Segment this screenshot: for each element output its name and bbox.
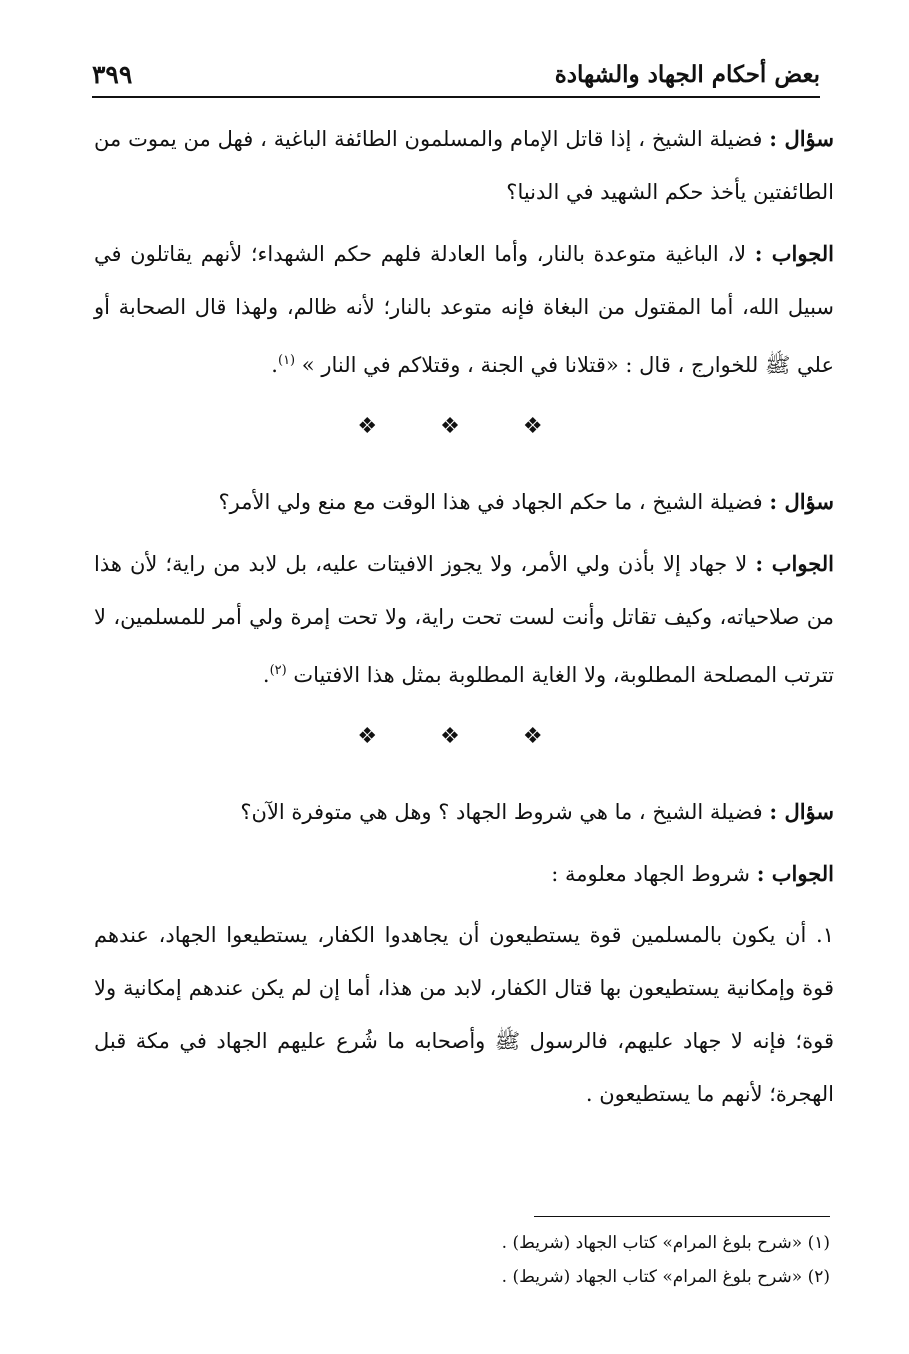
footnote-item: (١) «شرح بلوغ المرام» كتاب الجهاد (شريط) .: [501, 1233, 830, 1253]
sentence-end: .: [271, 353, 278, 377]
footnote-marker: (١): [277, 353, 296, 368]
footnote-marker: (٢): [269, 663, 287, 678]
answer-label: الجواب :: [754, 241, 834, 266]
question-text: فضيلة الشيخ ، إذا قاتل الإمام والمسلمون الطائفة الباغية ، فهل من يموت من الطائفتين يأخذ حكم الشهيد في الدنيا؟: [94, 127, 834, 204]
answer-text: لا جهاد إلا بأذن ولي الأمر، ولا يجوز الافيتات عليه، بل لابد من راية؛ لأن هذا من صلاحياته، وكيف تقاتل وأنت لست تحت راية، ولا تحت إمرة ولي أمر للمسلمين، لا تترتب المصلحة المطلوبة، ولا الغاية المطلوبة بمثل هذا الافتيات: [94, 552, 834, 687]
running-title: بعض أحكام الجهاد والشهادة: [554, 60, 820, 88]
section-divider: ❖ ❖ ❖: [357, 724, 571, 749]
numbered-point: ١. أن يكون بالمسلمين قوة يستطيعون أن يجاهدوا الكفار، يستطيعوا الجهاد، عندهم قوة وإمكانية يستطيعون بها قتال الكفار، لابد من هذا، أما إن لم يكن عندهم إمكانية ولا قوة؛ فإنه لا جهاد عليهم، فالرسول ﷺ وأصحابه ما شُرع عليهم الجهاد في مكة قبل الهجرة؛ لأنهم ما يستطيعون .: [94, 923, 834, 1106]
question-label: سؤال :: [769, 489, 834, 514]
question-paragraph: [94, 475, 834, 529]
question-label: سؤال :: [769, 799, 834, 824]
answer-label: الجواب :: [755, 551, 834, 576]
page-number: ٣٩٩: [92, 59, 133, 89]
answer-text: لا، الباغية متوعدة بالنار، وأما العادلة فلهم حكم الشهداء؛ لأنهم يقاتلون في سبيل الله، أما المقتول من البغاة فإنه متوعد بالنار؛ لأنه ظالم، ولهذا قال الصحابة أو علي ﷺ للخوارج ، قال : «قتلانا في الجنة ، وقتلاكم في النار »: [94, 242, 834, 377]
section-divider: ❖ ❖ ❖: [357, 414, 571, 439]
question-text: فضيلة الشيخ ، ما هي شروط الجهاد ؟ وهل هي متوفرة الآن؟: [240, 800, 770, 824]
sentence-end: .: [262, 663, 270, 687]
page-header: [92, 52, 820, 98]
page-body: [94, 112, 834, 1129]
question-text: فضيلة الشيخ ، ما حكم الجهاد في هذا الوقت مع منع ولي الأمر؟: [218, 490, 770, 514]
answer-paragraph: [94, 537, 834, 702]
question-paragraph: [94, 785, 834, 839]
question-label: سؤال :: [769, 126, 834, 151]
footnotes: [94, 1226, 830, 1294]
answer-label: الجواب :: [756, 861, 834, 886]
answer-paragraph: [94, 227, 834, 392]
footnote-separator: [534, 1216, 830, 1217]
question-paragraph: [94, 112, 834, 219]
footnote-item: (٢) «شرح بلوغ المرام» كتاب الجهاد (شريط) .: [501, 1267, 830, 1287]
answer-text: شروط الجهاد معلومة :: [551, 862, 757, 886]
answer-paragraph: [94, 847, 834, 901]
